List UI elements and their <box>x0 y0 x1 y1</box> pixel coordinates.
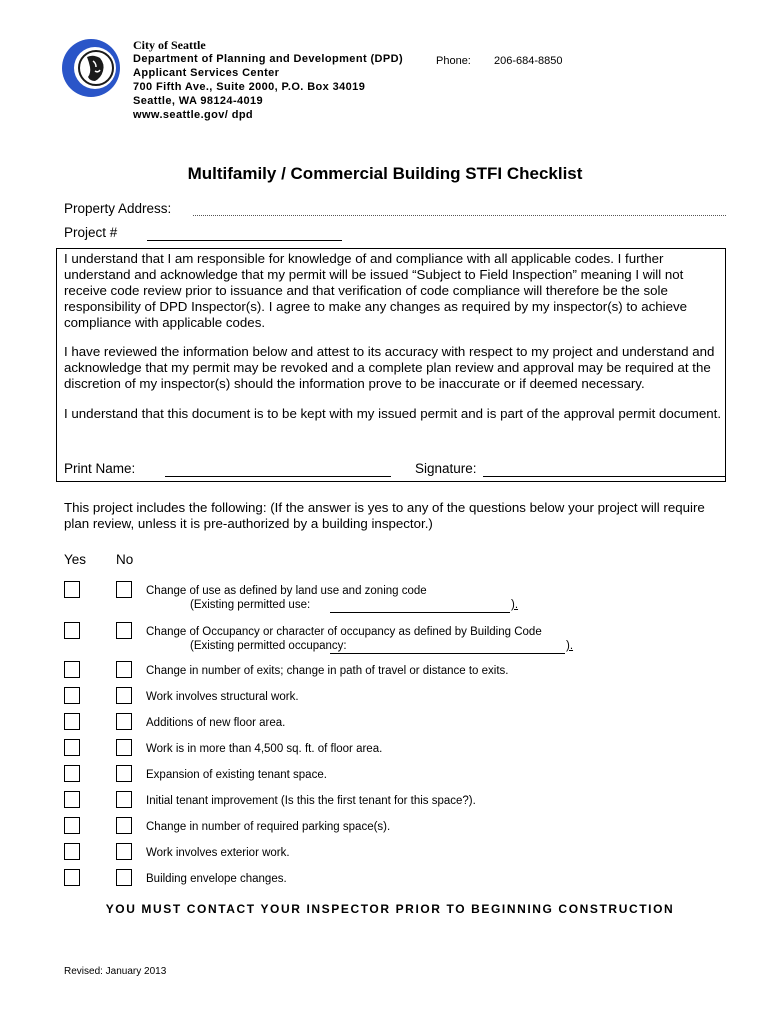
checklist-item-text: Change in number of required parking space(s). <box>146 821 391 833</box>
no-checkbox[interactable] <box>116 713 132 730</box>
checklist-item-text: Expansion of existing tenant space. <box>146 769 327 781</box>
yes-checkbox[interactable] <box>64 739 80 756</box>
yes-checkbox[interactable] <box>64 581 80 598</box>
no-checkbox[interactable] <box>116 869 132 886</box>
city-name: City of Seattle <box>133 38 206 52</box>
signature-field[interactable] <box>483 476 725 477</box>
statement-box <box>56 248 726 482</box>
no-checkbox[interactable] <box>116 817 132 834</box>
yes-checkbox[interactable] <box>64 869 80 886</box>
project-number-field[interactable] <box>147 240 342 241</box>
closing-paren: ). <box>566 640 574 652</box>
revised-date: Revised: January 2013 <box>64 966 167 977</box>
checklist-item-text: Work involves structural work. <box>146 691 299 703</box>
no-checkbox[interactable] <box>116 739 132 756</box>
signature-label: Signature: <box>415 461 477 476</box>
checklist-item-text: Change in number of exits; change in path of travel or distance to exits. <box>146 665 509 677</box>
no-checkbox[interactable] <box>116 661 132 678</box>
checklist-item-text: Building envelope changes. <box>146 873 287 885</box>
checklist-item-subtext: (Existing permitted occupancy: <box>190 640 347 652</box>
checklist-item-text: Work involves exterior work. <box>146 847 290 859</box>
yes-checkbox[interactable] <box>64 817 80 834</box>
property-address-field[interactable] <box>193 215 726 216</box>
street-address: 700 Fifth Ave., Suite 2000, P.O. Box 34019 <box>133 81 366 93</box>
yes-checkbox[interactable] <box>64 843 80 860</box>
department-name: Department of Planning and Development (DPD) <box>133 53 404 65</box>
city-seal-icon <box>60 37 122 99</box>
yes-checkbox[interactable] <box>64 765 80 782</box>
page-title: Multifamily / Commercial Building STFI Checklist <box>187 164 583 183</box>
yes-column-header: Yes <box>64 552 87 567</box>
inspector-warning: YOU MUST CONTACT YOUR INSPECTOR PRIOR TO BEGINNING CONSTRUCTION <box>105 902 675 916</box>
existing-value-field[interactable] <box>330 653 565 654</box>
yes-checkbox[interactable] <box>64 791 80 808</box>
project-number-label: Project # <box>64 225 118 240</box>
no-checkbox[interactable] <box>116 765 132 782</box>
yes-checkbox[interactable] <box>64 687 80 704</box>
checklist-item-text: Change of Occupancy or character of occupancy as defined by Building Code <box>146 626 542 638</box>
no-checkbox[interactable] <box>116 791 132 808</box>
yes-checkbox[interactable] <box>64 661 80 678</box>
no-column-header: No <box>116 552 134 567</box>
print-name-label: Print Name: <box>64 461 136 476</box>
no-checkbox[interactable] <box>116 581 132 598</box>
no-checkbox[interactable] <box>116 622 132 639</box>
website-link[interactable]: www.seattle.gov/ dpd <box>133 109 254 121</box>
statement-paragraph-2: I have reviewed the information below and attest to its accuracy with respect to my project and understand and acknowledge that my permit may be revoked and a complete plan review and approval may be required at the discretion of my inspector(s) should the information prove to be inaccurate or if deemed necessary. <box>64 344 715 391</box>
intro-paragraph: This project includes the following: (If the answer is yes to any of the questions below your project will require plan review, unless it is pre-authorized by a building inspector.) <box>64 500 705 531</box>
checklist-item-text: Additions of new floor area. <box>146 717 286 729</box>
city-state-zip: Seattle, WA 98124-4019 <box>133 95 264 107</box>
property-address-label: Property Address: <box>64 201 172 216</box>
yes-checkbox[interactable] <box>64 713 80 730</box>
checklist-item-text: Work is in more than 4,500 sq. ft. of floor area. <box>146 743 383 755</box>
existing-value-field[interactable] <box>330 612 510 613</box>
statement-paragraph-1: I understand that I am responsible for knowledge of and compliance with all applicable codes. I further understand and acknowledge that my permit will be issued “Subject to Field Inspection” meaning I will not receive code review prior to issuance and that verification of code compliance will therefore be the sole responsibility of DPD Inspector(s). I agree to make any changes as required by my inspector(s) to achieve compliance with applicable codes. <box>64 251 688 330</box>
statement-paragraph-3: I understand that this document is to be kept with my issued permit and is part of the approval permit document. <box>64 406 722 421</box>
print-name-field[interactable] <box>165 476 391 477</box>
phone-number: 206-684-8850 <box>494 55 563 67</box>
center-name: Applicant Services Center <box>133 67 280 79</box>
yes-checkbox[interactable] <box>64 622 80 639</box>
checklist-item-text: Change of use as defined by land use and zoning code <box>146 585 427 597</box>
no-checkbox[interactable] <box>116 687 132 704</box>
no-checkbox[interactable] <box>116 843 132 860</box>
phone-label: Phone: <box>436 55 471 67</box>
checklist-item-text: Initial tenant improvement (Is this the first tenant for this space?). <box>146 795 476 807</box>
checklist-item-subtext: (Existing permitted use: <box>190 599 311 611</box>
closing-paren: ). <box>511 599 519 611</box>
